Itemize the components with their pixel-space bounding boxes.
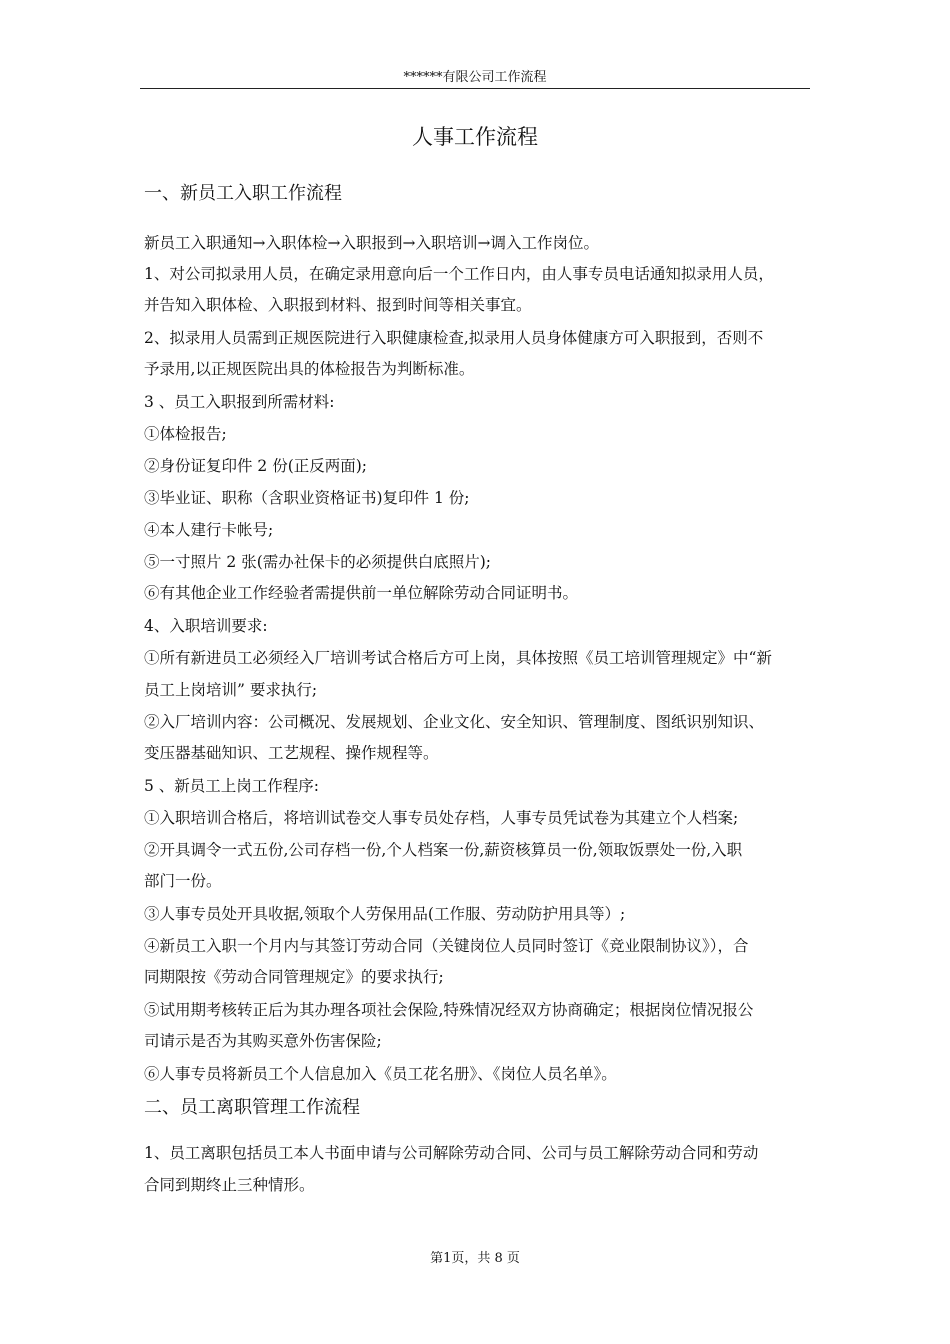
section-heading-onboarding: 一、新员工入职工作流程 [144,183,342,204]
list-item: ②入厂培训内容：公司概况、发展规划、企业文化、安全知识、管理制度、图纸识别知识、 [144,713,765,731]
list-item: ⑤一寸照片 2 张(需办社保卡的必须提供白底照片); [144,553,492,571]
paragraph-line: 2、拟录用人员需到正规医院进行入职健康检查,拟录用人员身体健康方可入职报到，否则不 [144,329,764,347]
list-item: 同期限按《劳动合同管理规定》的要求执行; [144,968,444,986]
list-item: ⑥有其他企业工作经验者需提供前一单位解除劳动合同证明书。 [144,584,579,602]
paragraph-line: 新员工入职通知→入职体检→入职报到→入职培训→调入工作岗位。 [144,234,599,252]
list-item: ④新员工入职一个月内与其签订劳动合同（关键岗位人员同时签订《竞业限制协议》），合 [144,937,749,955]
paragraph-line: 1、对公司拟录用人员，在确定录用意向后一个工作日内，由人事专员电话通知拟录用人员， [144,265,774,283]
list-item: ①体检报告; [144,425,227,443]
page-number-footer: 第1页，共 8 页 [430,1251,520,1266]
section-heading-resignation: 二、员工离职管理工作流程 [144,1097,360,1118]
list-item: ①入职培训合格后，将培训试卷交人事专员处存档，人事专员凭试卷为其建立个人档案; [144,809,739,827]
list-item: ①所有新进员工必须经入厂培训考试合格后方可上岗，具体按照《员工培训管理规定》中“新 [144,649,772,667]
paragraph-line: 并告知入职体检、入职报到材料、报到时间等相关事宜。 [144,296,532,314]
list-item: ③人事专员处开具收据,领取个人劳保用品(工作服、劳动防护用具等）; [144,905,626,923]
document-title: 人事工作流程 [412,125,538,149]
paragraph-line: 1、员工离职包括员工本人书面申请与公司解除劳动合同、公司与员工解除劳动合同和劳动 [144,1144,759,1162]
running-header: ******有限公司工作流程 [140,70,810,89]
paragraph-line: 合同到期终止三种情形。 [144,1176,315,1194]
list-item: ④本人建行卡帐号; [144,521,274,539]
paragraph-line: 3 、员工入职报到所需材料: [144,393,335,411]
list-item: 员工上岗培训” 要求执行; [144,681,318,699]
paragraph-line: 5 、新员工上岗工作程序: [144,777,320,795]
list-item: 变压器基础知识、工艺规程、操作规程等。 [144,744,439,762]
list-item: ③毕业证、职称（含职业资格证书)复印件 1 份; [144,489,470,507]
paragraph-line: 4、入职培训要求: [144,617,268,635]
list-item: ②开具调令一式五份,公司存档一份,个人档案一份,薪资核算员一份,领取饭票处一份,入职 [144,841,743,859]
paragraph-line: 予录用,以正规医院出具的体检报告为判断标准。 [144,360,475,378]
list-item: 司请示是否为其购买意外伤害保险; [144,1032,382,1050]
list-item: ⑥人事专员将新员工个人信息加入《员工花名册》、《岗位人员名单》。 [144,1065,617,1083]
list-item: 部门一份。 [144,872,222,890]
list-item: ⑤试用期考核转正后为其办理各项社会保险,特殊情况经双方协商确定；根据岗位情况报公 [144,1001,754,1019]
list-item: ②身份证复印件 2 份(正反两面); [144,457,368,475]
